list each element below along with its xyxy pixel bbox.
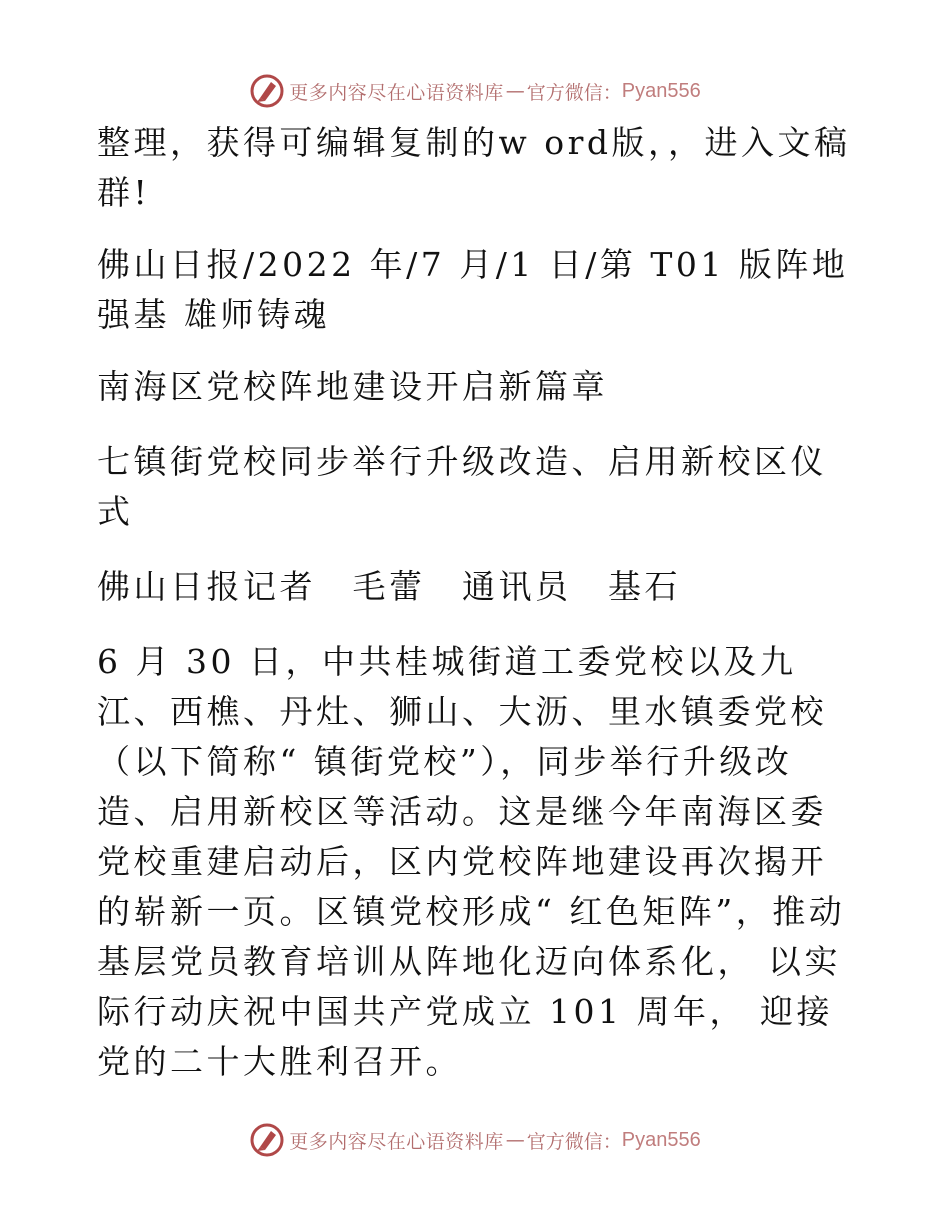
watermark-tagline: 更多内容尽在心语资料库: [289, 1130, 504, 1153]
article-headline: 南海区党校阵地建设开启新篇章: [97, 367, 608, 406]
watermark-contact-label: 官方微信：: [526, 81, 622, 104]
article-body-paragraph: 6 月 30 日，中共桂城街道工委党校以及九江、西樵、丹灶、狮山、大沥、里水镇委党校（以下简称“ 镇街党校”），同步举行升级改造、启用新校区等活动。这是继今年南海区委党校重建启动后，区内党校阵地建设再次揭开的崭新一页。区镇党校形成“ 红色矩阵”，推动基层党员教育培训从阵地化迈向体系化， 以实际行动庆祝中国共产党成立 101 周年， 迎接党的二十大胜利召开。: [97, 642, 846, 1081]
watermark-account: Pyan556: [621, 79, 701, 102]
watermark-tagline: 更多内容尽在心语资料库: [289, 81, 504, 104]
article-byline: 佛山日报记者 毛蕾 通讯员 基石: [97, 567, 681, 606]
pen-nib-logo-icon: [249, 1122, 285, 1158]
watermark-separator: —: [505, 1129, 525, 1151]
footer-watermark: [0, 1120, 950, 1160]
source-line: 佛山日报/2022 年/7 月/1 日/第 T01 版阵地强基 雄师铸魂: [97, 245, 849, 334]
article-subheadline: 七镇街党校同步举行升级改造、启用新校区仪式: [97, 442, 827, 531]
document-body: [97, 118, 857, 1111]
watermark-contact-label: 官方微信：: [526, 1130, 622, 1153]
intro-paragraph: 整理，获得可编辑复制的w ord版，，进入文稿群!: [97, 123, 851, 212]
pen-nib-logo-icon: [249, 73, 285, 109]
header-watermark: [0, 71, 950, 111]
watermark-account: Pyan556: [621, 1128, 701, 1151]
watermark-separator: —: [505, 80, 525, 102]
